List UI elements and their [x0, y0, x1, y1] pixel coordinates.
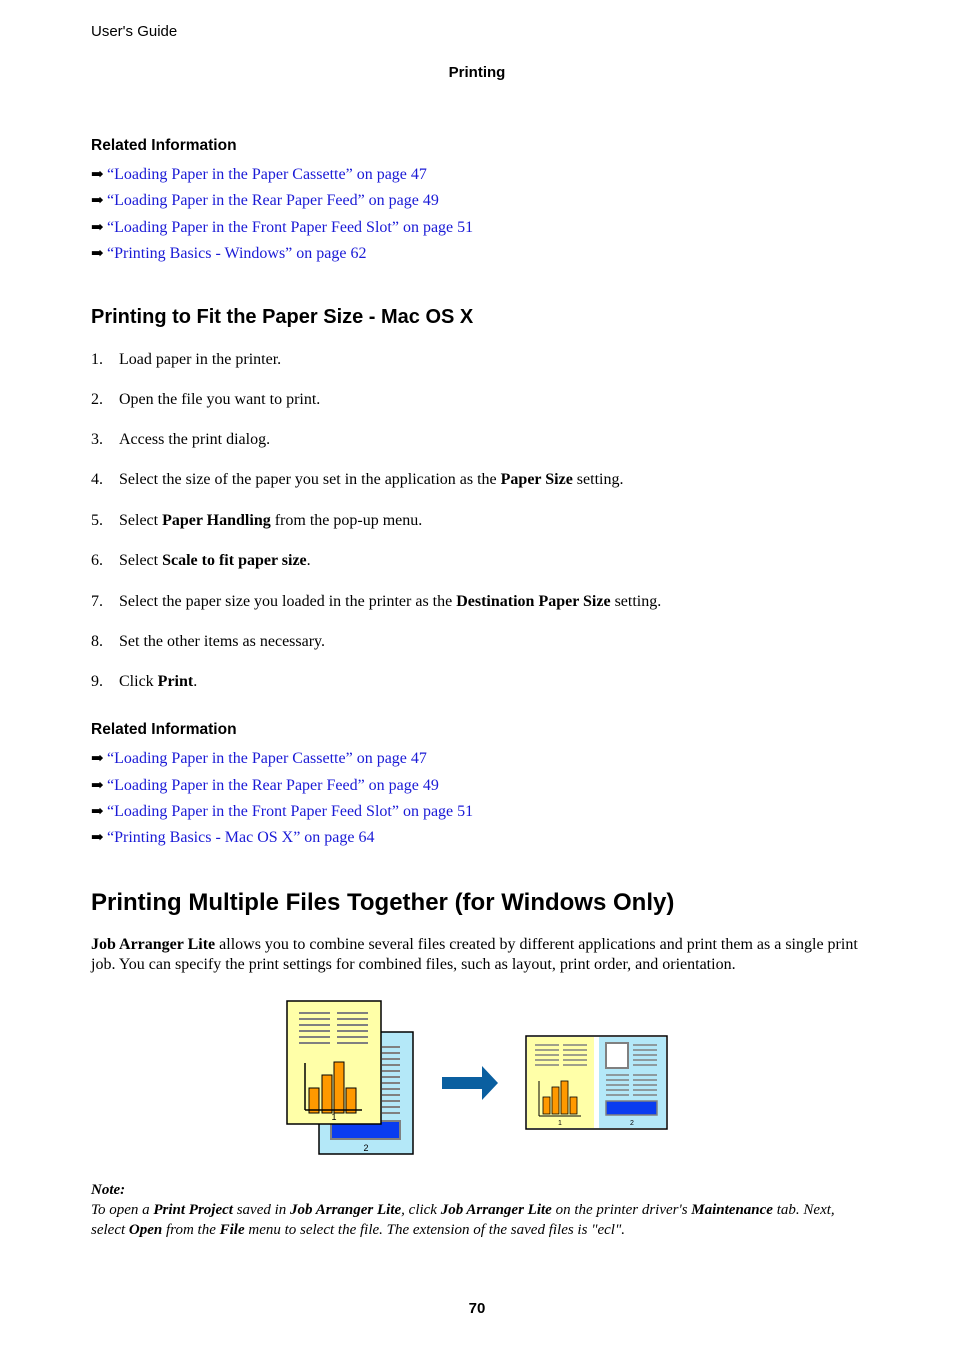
step-item: 9. Click Print.	[91, 673, 198, 690]
job-arranger-illustration	[280, 995, 680, 1160]
note-body: To open a Print Project saved in Job Arranger Lite, click Job Arranger Lite on the printer driver's Maintenance tab. Next, select Open from the File menu to select the file. The extension of the saved files is "ecl".	[91, 1202, 835, 1238]
page-1-icon	[287, 1001, 381, 1124]
arrow-right-icon: ➡	[91, 220, 104, 236]
related-info-heading: Related Information	[91, 721, 237, 738]
svg-text:2: 2	[630, 1120, 634, 1127]
related-link-text[interactable]: “Loading Paper in the Front Paper Feed Slot” on page 51	[107, 219, 474, 236]
related-link[interactable]	[91, 244, 366, 264]
step-item: 3. Access the print dialog.	[91, 431, 271, 448]
related-link[interactable]	[91, 776, 439, 796]
related-link-text[interactable]: “Loading Paper in the Rear Paper Feed” on page 49	[107, 777, 439, 794]
section-heading-multiple-files: Printing Multiple Files Together (for Windows Only)	[91, 889, 675, 916]
arrow-right-icon	[442, 1066, 498, 1100]
arrow-right-icon: ➡	[91, 751, 104, 767]
related-link-text[interactable]: “Printing Basics - Windows” on page 62	[107, 245, 367, 262]
related-link[interactable]	[91, 828, 375, 848]
step-item: 7. Select the paper size you loaded in the printer as the Destination Paper Size setting.	[91, 593, 662, 610]
arrow-right-icon: ➡	[91, 830, 104, 846]
related-link[interactable]	[91, 749, 427, 769]
arrow-right-icon: ➡	[91, 193, 104, 209]
svg-text:1: 1	[331, 1112, 337, 1122]
arrow-right-icon: ➡	[91, 167, 104, 183]
related-link-text[interactable]: “Loading Paper in the Paper Cassette” on page 47	[107, 166, 427, 183]
page-number: 70	[468, 1300, 486, 1317]
related-link[interactable]	[91, 191, 439, 211]
related-link-text[interactable]: “Loading Paper in the Front Paper Feed Slot” on page 51	[107, 803, 474, 820]
svg-text:1: 1	[558, 1120, 562, 1127]
step-item: 2. Open the file you want to print.	[91, 391, 321, 408]
related-link-text[interactable]: “Loading Paper in the Paper Cassette” on page 47	[107, 750, 427, 767]
step-item: 1. Load paper in the printer.	[91, 351, 282, 368]
arrow-right-icon: ➡	[91, 804, 104, 820]
related-link[interactable]	[91, 802, 473, 822]
section-title: Printing	[448, 64, 506, 81]
step-item: 5. Select Paper Handling from the pop-up menu.	[91, 512, 423, 529]
step-item: 6. Select Scale to fit paper size.	[91, 552, 311, 569]
related-info-heading: Related Information	[91, 137, 237, 154]
guide-title: User's Guide	[91, 23, 178, 40]
note-title: Note:	[91, 1182, 126, 1198]
related-link[interactable]	[91, 165, 427, 185]
svg-text:2: 2	[363, 1143, 369, 1153]
intro-paragraph: Job Arranger Lite allows you to combine several files created by different applications and print them as a single print job. You can specify the print settings for combined files, such as layout, print order, and orientation.	[91, 936, 858, 973]
arrow-right-icon: ➡	[91, 246, 104, 262]
step-item: 8. Set the other items as necessary.	[91, 633, 326, 650]
combined-page-icon	[526, 1036, 667, 1129]
section-heading-mac: Printing to Fit the Paper Size - Mac OS X	[91, 306, 474, 328]
arrow-right-icon: ➡	[91, 778, 104, 794]
related-link-text[interactable]: “Loading Paper in the Rear Paper Feed” on page 49	[107, 192, 439, 209]
related-link[interactable]	[91, 218, 473, 238]
related-link-text[interactable]: “Printing Basics - Mac OS X” on page 64	[107, 829, 375, 846]
step-item: 4. Select the size of the paper you set in the application as the Paper Size setting.	[91, 471, 624, 488]
